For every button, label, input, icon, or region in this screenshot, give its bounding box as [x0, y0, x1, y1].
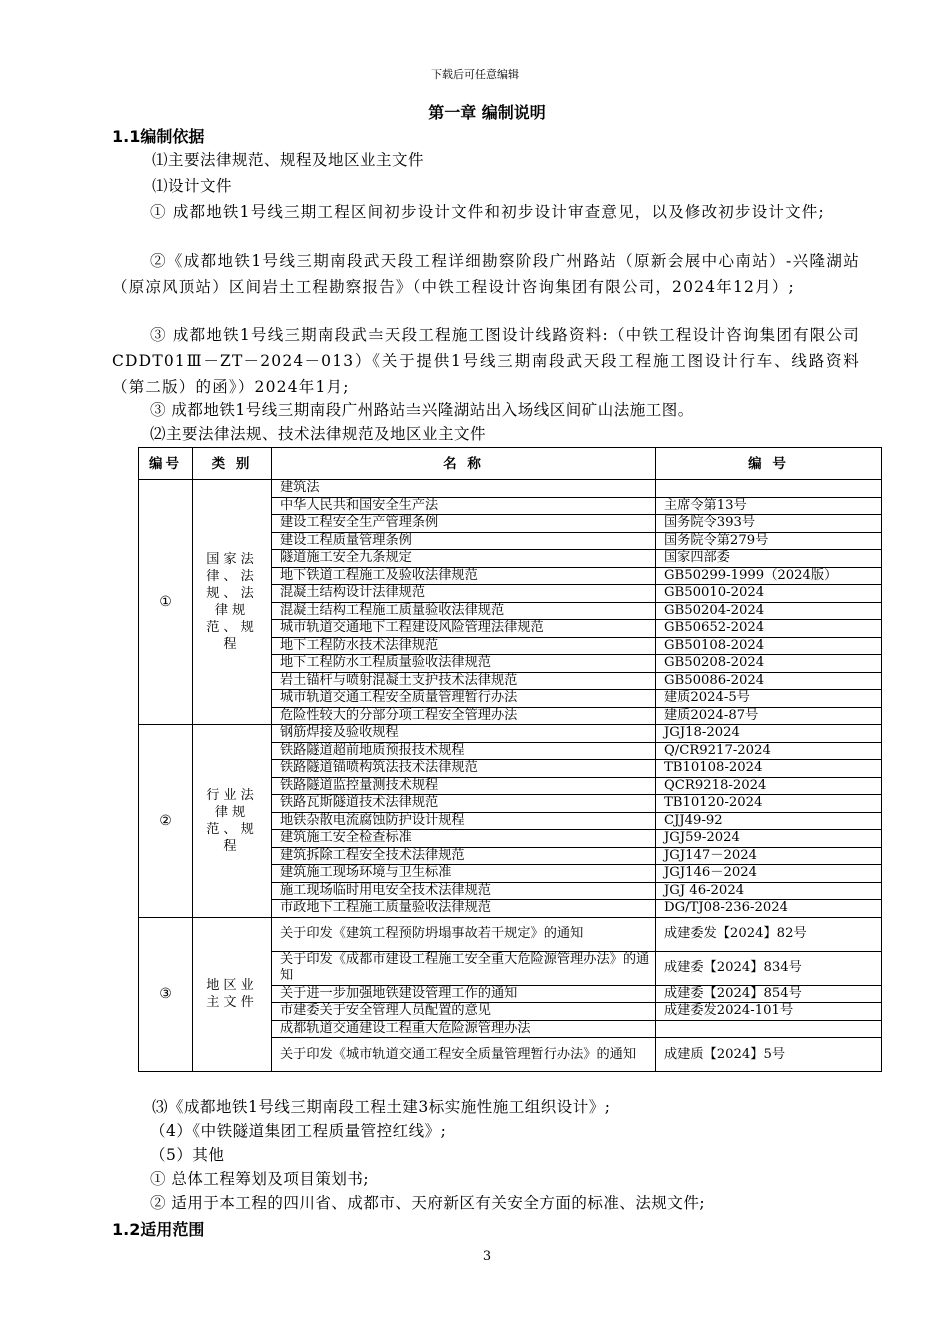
regulation-name: 地下铁道工程施工及验收法律规范 [272, 567, 656, 585]
section-heading-1-1: 1.1编制依据 [112, 127, 205, 146]
page-number: 3 [482, 1249, 492, 1264]
paragraph-other: （5）其他 [150, 1146, 225, 1164]
paragraph-item-4: ③ 成都地铁1号线三期南段广州路站〨兴隆湖站出入场线区间矿山法施工图。 [150, 401, 694, 419]
regulation-code: 成建委【2024】854号 [656, 985, 882, 1003]
regulation-name: 关于进一步加强地铁建设管理工作的通知 [272, 985, 656, 1003]
regulation-name: 施工现场临时用电安全技术法律规范 [272, 882, 656, 900]
regulation-name: 中华人民共和国安全生产法 [272, 497, 656, 515]
header-note: 下载后可任意编辑 [431, 68, 519, 81]
regulation-code: CJJ49-92 [656, 812, 882, 830]
paragraph-item-3: ③ 成都地铁1号线三期南段武〨天段工程施工图设计线路资料:（中铁工程设计咨询集团有限公司 CDDT01Ⅲ－ZT－2024－013）《关于提供1号线三期南段武天段工程施工图设计行车、线路资料（第二版）的函》）2024年1月; [112, 326, 860, 396]
regulation-code: GB50086-2024 [656, 672, 882, 690]
regulation-name: 隧道施工安全九条规定 [272, 550, 656, 568]
regulation-code: GB50208-2024 [656, 655, 882, 673]
section-heading-1-2: 1.2适用范围 [112, 1220, 205, 1239]
regulation-name: 建筑拆除工程安全技术法律规范 [272, 847, 656, 865]
regulation-name: 铁路隧道超前地质预报技术规程 [272, 742, 656, 760]
regulation-code: 国务院令第279号 [656, 532, 882, 550]
paragraph-item-2: ②《成都地铁1号线三期南段武天段工程详细勘察阶段广州路站（原新会展中心南站）-兴隆湖站（原凉风顶站）区间岩土工程勘察报告》（中铁工程设计咨询集团有限公司，2024年12月）; [112, 252, 860, 296]
regulation-name: 混凝土结构设计法律规范 [272, 585, 656, 603]
regulation-code: JGJ147－2024 [656, 847, 882, 865]
regulation-code [656, 480, 882, 498]
regulation-name: 市建委关于安全管理人员配置的意见 [272, 1003, 656, 1021]
regulation-code [656, 1020, 882, 1038]
regulation-code: JGJ146－2024 [656, 865, 882, 883]
paragraph-construction-design: ⑶《成都地铁1号线三期南段工程土建3标实施性施工组织设计》; [152, 1098, 611, 1116]
group-number: ② [139, 725, 193, 918]
paragraph-item-1: ① 成都地铁1号线三期工程区间初步设计文件和初步设计审查意见，以及修改初步设计文件; [150, 203, 825, 221]
table-row [139, 917, 882, 951]
regulation-name: 建筑法 [272, 480, 656, 498]
regulation-name: 建筑施工现场环境与卫生标准 [272, 865, 656, 883]
regulation-name: 地下工程防水技术法律规范 [272, 637, 656, 655]
regulation-name: 城市轨道交通地下工程建设风险管理法律规范 [272, 620, 656, 638]
regulation-code: 成建委发2024-101号 [656, 1003, 882, 1021]
chapter-title: 第一章 编制说明 [428, 103, 546, 122]
regulation-code: JGJ 46-2024 [656, 882, 882, 900]
regulation-name: 混凝土结构工程施工质量验收法律规范 [272, 602, 656, 620]
regulation-code: TB10120-2024 [656, 795, 882, 813]
regulation-code: JGJ59-2024 [656, 830, 882, 848]
regulation-name: 地铁杂散电流腐蚀防护设计规程 [272, 812, 656, 830]
group-number: ① [139, 480, 193, 725]
regulation-name: 成都轨道交通建设工程重大危险源管理办法 [272, 1020, 656, 1038]
regulation-code: QCR9218-2024 [656, 777, 882, 795]
regulation-code: GB50652-2024 [656, 620, 882, 638]
group-category: 国家法律、法规、法律规范、规程 [193, 480, 272, 725]
regulation-code: 成建委发【2024】82号 [656, 917, 882, 951]
regulation-code: 成建质【2024】5号 [656, 1038, 882, 1072]
paragraph-main-docs: ⑴主要法律规范、规程及地区业主文件 [152, 151, 425, 169]
regulation-code: 主席令第13号 [656, 497, 882, 515]
regulation-name: 危险性较大的分部分项工程安全管理办法 [272, 707, 656, 725]
regulation-code: 建质2024-5号 [656, 690, 882, 708]
group-number: ③ [139, 917, 193, 1072]
regulation-name: 铁路瓦斯隧道技术法律规范 [272, 795, 656, 813]
regulation-name: 关于印发《建筑工程预防坍塌事故若干规定》的通知 [272, 917, 656, 951]
regulation-code: 成建委【2024】834号 [656, 951, 882, 985]
regulations-table [138, 447, 882, 1072]
paragraph-regulations-intro: ⑵主要法律法规、技术法律规范及地区业主文件 [150, 425, 487, 443]
regulation-code: Q/CR9217-2024 [656, 742, 882, 760]
group-category: 地区业主文件 [193, 917, 272, 1072]
regulation-code: 国家四部委 [656, 550, 882, 568]
regulation-name: 岩土锚杆与喷射混凝土支护技术法律规范 [272, 672, 656, 690]
col-header-code: 编 号 [656, 448, 882, 480]
group-category: 行业法律规范、规程 [193, 725, 272, 918]
regulation-code: JGJ18-2024 [656, 725, 882, 743]
regulation-name: 铁路隧道监控量测技术规程 [272, 777, 656, 795]
col-header-number: 编号 [139, 448, 193, 480]
col-header-name: 名 称 [272, 448, 656, 480]
paragraph-design-files: ⑴设计文件 [152, 177, 233, 195]
table-row [139, 480, 882, 498]
table-row [139, 725, 882, 743]
paragraph-quality-redline: （4）《中铁隧道集团工程质量管控红线》; [150, 1122, 447, 1140]
regulation-code: GB50108-2024 [656, 637, 882, 655]
regulation-code: 建质2024-87号 [656, 707, 882, 725]
paragraph-other-2: ② 适用于本工程的四川省、成都市、天府新区有关安全方面的标准、法规文件; [150, 1194, 706, 1212]
regulation-name: 建筑施工安全检查标准 [272, 830, 656, 848]
regulation-code: GB50299-1999（2024版） [656, 567, 882, 585]
col-header-category: 类 别 [193, 448, 272, 480]
regulation-name: 铁路隧道锚喷构筑法技术法律规范 [272, 760, 656, 778]
regulation-code: DG/TJ08-236-2024 [656, 900, 882, 918]
regulation-name: 建设工程质量管理条例 [272, 532, 656, 550]
regulation-name: 建设工程安全生产管理条例 [272, 515, 656, 533]
regulation-name: 关于印发《城市轨道交通工程安全质量管理暂行办法》的通知 [272, 1038, 656, 1072]
regulation-name: 地下工程防水工程质量验收法律规范 [272, 655, 656, 673]
regulation-name: 钢筋焊接及验收规程 [272, 725, 656, 743]
regulation-name: 关于印发《成都市建设工程施工安全重大危险源管理办法》的通知 [272, 951, 656, 985]
regulation-code: 国务院令393号 [656, 515, 882, 533]
regulation-code: GB50010-2024 [656, 585, 882, 603]
regulation-name: 城市轨道交通工程安全质量管理暂行办法 [272, 690, 656, 708]
regulation-code: TB10108-2024 [656, 760, 882, 778]
regulation-name: 市政地下工程施工质量验收法律规范 [272, 900, 656, 918]
regulation-code: GB50204-2024 [656, 602, 882, 620]
paragraph-other-1: ① 总体工程筹划及项目策划书; [150, 1170, 370, 1188]
